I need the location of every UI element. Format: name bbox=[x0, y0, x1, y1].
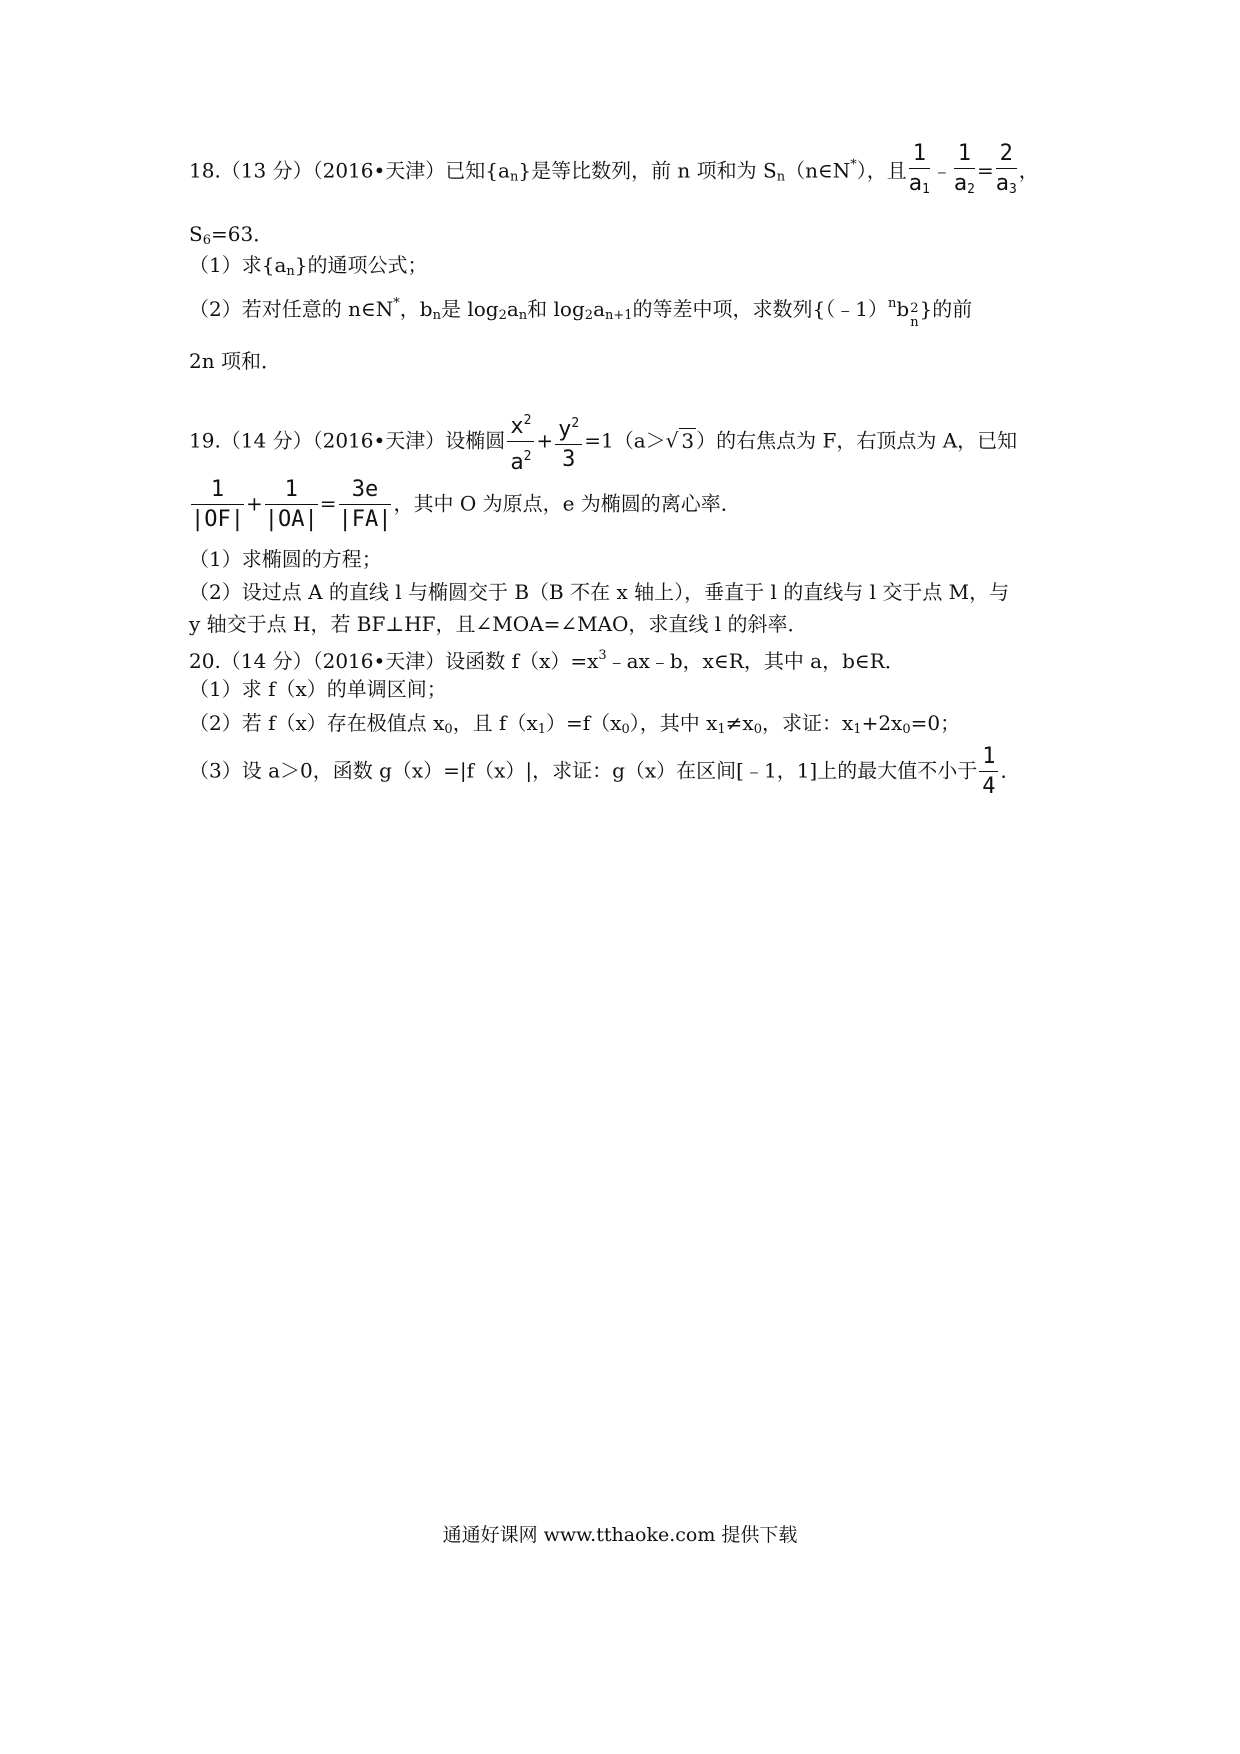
q20-part1 bbox=[189, 677, 447, 701]
q20-fraction-quarter bbox=[979, 745, 998, 799]
q19-plus: + bbox=[536, 428, 554, 453]
page-footer: 通通好课网 www.tthaoke.com 提供下载 bbox=[442, 1524, 798, 1546]
q20-p2-d: ），其中 x bbox=[629, 711, 718, 735]
q20-p2-sub7: 0 bbox=[902, 722, 911, 737]
q18-p1-sub: n bbox=[286, 264, 295, 279]
q19-mid2: ）的右焦点为 F，右顶点为 A，已知 bbox=[696, 428, 1018, 453]
q18-p2-sub6: n bbox=[910, 315, 919, 330]
q19-f2-num-sup: 2 bbox=[571, 416, 580, 431]
q19-line2 bbox=[189, 478, 741, 532]
q20-p2-sub1: 0 bbox=[444, 722, 453, 737]
q20-p2-c: ）=f（x bbox=[546, 711, 622, 735]
q19-f1-den-sup: 2 bbox=[523, 449, 532, 464]
q19-f1-num bbox=[507, 409, 534, 442]
q18-p2-sub2: 2 bbox=[498, 308, 507, 323]
q18-p1-a: （1）求{a bbox=[189, 253, 287, 277]
q19-g1-num: 1 bbox=[191, 478, 244, 505]
q19-line1 bbox=[189, 409, 1017, 475]
q19-p1: （1）求椭圆的方程； bbox=[189, 547, 382, 571]
q19-fraction-oa bbox=[265, 478, 318, 532]
q19-sqrt-val: 3 bbox=[681, 428, 695, 453]
q18-frac1-den-sub: 1 bbox=[922, 182, 930, 197]
q18-line2-rest: =63． bbox=[210, 222, 274, 246]
q20-p2-sub3: 0 bbox=[621, 722, 630, 737]
q18-p2-h: b bbox=[896, 297, 910, 321]
q19-f1-num-text: x bbox=[510, 414, 524, 439]
q18-minus: ﹣ bbox=[931, 158, 952, 183]
q20-head-sup: 3 bbox=[598, 648, 607, 663]
q18-frac2-den-sub: 2 bbox=[967, 182, 975, 197]
q19-line2-tail: ，其中 O 为原点，e 为椭圆的离心率． bbox=[393, 491, 741, 516]
q20-p2-h: =0； bbox=[910, 711, 961, 735]
q18-frac2-den bbox=[954, 169, 975, 202]
q19-p2-line1: （2）设过点 A 的直线 l 与椭圆交于 B（B 不在 x 轴上），垂直于 l 的直线与 l 交于点 M，与 bbox=[189, 580, 1010, 604]
q20-p2-sub5: 0 bbox=[753, 722, 762, 737]
q19-g3-num: 3e bbox=[339, 478, 392, 505]
q19-fraction-y bbox=[555, 412, 582, 472]
q18-p2-sub1: n bbox=[432, 308, 441, 323]
q19-g1-den: |OF| bbox=[191, 507, 244, 532]
q20-p3-tail: ． bbox=[1000, 758, 1021, 783]
q18-frac3-den-text: a bbox=[995, 171, 1009, 196]
q20-head-a: 20.（14 分）（2016•天津）设函数 f（x）=x bbox=[189, 649, 599, 673]
q18-head2-sub: n bbox=[776, 169, 786, 185]
q19-part2-line1 bbox=[189, 580, 1009, 604]
q18-frac3-num: 2 bbox=[996, 142, 1017, 169]
q19-fraction-fa bbox=[339, 478, 392, 532]
q18-part2 bbox=[189, 292, 972, 330]
q19-f2-den: 3 bbox=[562, 447, 576, 472]
q19-part2-line2 bbox=[189, 612, 808, 636]
q19-f1-den bbox=[507, 442, 534, 475]
q18-eq: = bbox=[976, 158, 994, 183]
q19-g2-num: 1 bbox=[265, 478, 318, 505]
q19-mid: =1（a＞ bbox=[584, 428, 666, 453]
q19-fraction-of bbox=[191, 478, 244, 532]
q20-p2-sub2: 1 bbox=[537, 722, 547, 737]
q20-p2-g: +2x bbox=[861, 711, 903, 735]
q18-p2-f: a bbox=[593, 297, 605, 321]
q19-head: 19.（14 分）（2016•天津）设椭圆 bbox=[189, 428, 506, 453]
q20-p1: （1）求 f（x）的单调区间； bbox=[189, 677, 447, 701]
q18-p2-sub4: 2 bbox=[584, 308, 594, 323]
q18-line2-s: S bbox=[189, 222, 203, 246]
q18-head2: }是等比数列，前 n 项和为 S bbox=[518, 158, 777, 183]
q18-head4: ），且 bbox=[856, 158, 907, 183]
q18-frac2-num: 1 bbox=[954, 142, 975, 169]
q19-f2-num-text: y bbox=[558, 417, 572, 442]
q19-part1 bbox=[189, 547, 382, 571]
q18-p2-i: }的前 bbox=[919, 297, 973, 321]
q20-p3-frac-num: 1 bbox=[979, 745, 998, 772]
q18-p2-sup2: n bbox=[888, 296, 897, 311]
q18-frac3-den-sub: 3 bbox=[1008, 182, 1017, 197]
q18-fraction-3 bbox=[996, 142, 1017, 202]
q20-head-b: ﹣ax﹣b，x∈R，其中 a，b∈R． bbox=[606, 649, 905, 673]
q20-p2-a: （2）若 f（x）存在极值点 x bbox=[189, 711, 445, 735]
q18-tail: ， bbox=[1018, 158, 1039, 183]
q18-p1-b: }的通项公式； bbox=[294, 253, 428, 277]
q18-p2-b: ，b bbox=[399, 297, 433, 321]
q19-f2-num bbox=[555, 412, 582, 445]
q19-p2-line2: y 轴交于点 H，若 BF⊥HF，且∠MOA=∠MAO，求直线 l 的斜率． bbox=[189, 612, 808, 636]
q18-frac2-den-text: a bbox=[953, 171, 968, 196]
q18-p2-line2: 2n 项和． bbox=[189, 349, 281, 373]
q19-g3-den: |FA| bbox=[338, 507, 392, 532]
q18-part1 bbox=[189, 253, 427, 284]
q18-p2-c: 是 log bbox=[440, 297, 499, 321]
q18-p2-sub3: n bbox=[518, 308, 528, 323]
q18-p2-g: 的等差中项，求数列{（﹣1） bbox=[632, 297, 888, 321]
q18-fraction-2 bbox=[954, 142, 975, 202]
q18-line2-sub: 6 bbox=[202, 233, 211, 248]
q18-p2-d: a bbox=[506, 297, 519, 321]
q20-p3-a: （3）设 a＞0，函数 g（x）=|f（x）|，求证：g（x）在区间[﹣1，1]上的最大值不小于 bbox=[189, 758, 978, 783]
q18-frac1-den-text: a bbox=[908, 171, 923, 196]
q19-g2-den: |OA| bbox=[264, 507, 318, 532]
sqrt-icon: √ bbox=[665, 428, 679, 453]
q20-p2-e: ≠x bbox=[725, 711, 754, 735]
q20-part3 bbox=[189, 745, 1020, 799]
q18-head3-sup: * bbox=[850, 157, 857, 173]
q19-eq: = bbox=[319, 491, 337, 516]
q18-p2-sup: * bbox=[393, 296, 400, 311]
q19-f1-num-sup: 2 bbox=[523, 413, 532, 428]
q20-line1 bbox=[189, 644, 905, 673]
q20-p3-frac-den: 4 bbox=[982, 774, 996, 799]
q20-p2-f: ，求证：x bbox=[762, 711, 854, 735]
q20-p2-sub6: 1 bbox=[853, 722, 862, 737]
q20-p2-b: ，且 f（x bbox=[452, 711, 538, 735]
q19-f1-den-text: a bbox=[510, 450, 524, 475]
q20-p2-sub4: 1 bbox=[717, 722, 726, 737]
q18-frac1-den bbox=[909, 169, 930, 202]
q18-p2-sup3: 2 bbox=[910, 301, 919, 316]
q18-line2 bbox=[189, 222, 273, 253]
q20-part2 bbox=[189, 711, 960, 742]
q18-p2-sub5: n+1 bbox=[605, 308, 633, 323]
q18-head3: （n∈N bbox=[785, 158, 851, 183]
q18-p2-e: 和 log bbox=[527, 297, 585, 321]
q18-frac3-den bbox=[996, 169, 1017, 202]
q18-head-sub: n bbox=[509, 169, 519, 185]
q18-frac1-num: 1 bbox=[909, 142, 930, 169]
q18-p2-a: （2）若对任意的 n∈N bbox=[189, 297, 394, 321]
q18-part2-line2 bbox=[189, 349, 281, 373]
q18-line1 bbox=[189, 142, 1039, 202]
q18-head: 18.（13 分）（2016•天津）已知{a bbox=[189, 158, 510, 183]
q19-fraction-x bbox=[507, 409, 534, 475]
q18-fraction-1 bbox=[909, 142, 930, 202]
q19-plus2: + bbox=[245, 491, 263, 516]
